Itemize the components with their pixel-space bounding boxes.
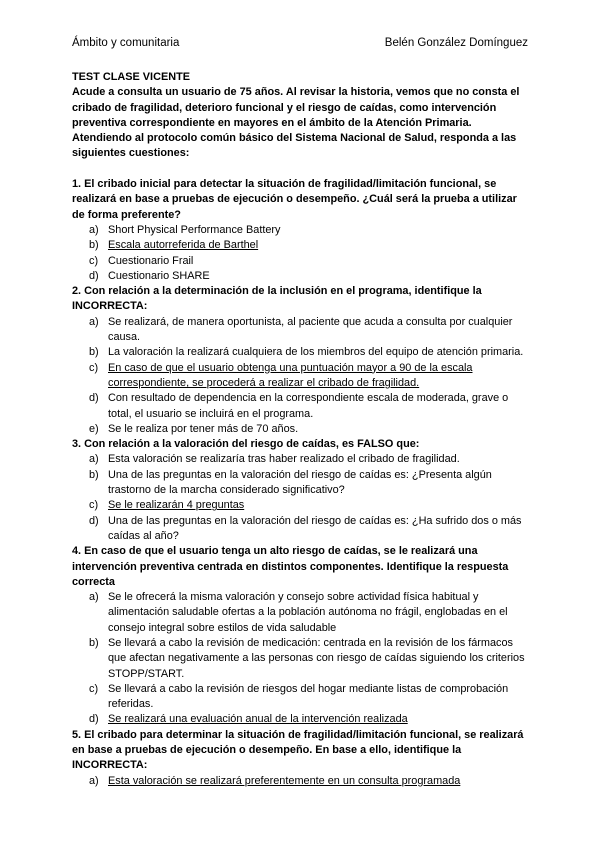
option-letter: a) <box>89 223 99 236</box>
option-2a <box>72 315 532 346</box>
option-2b <box>72 345 532 360</box>
option-3b <box>72 468 532 499</box>
option-1c <box>72 254 532 269</box>
question-title: 2. Con relación a la determinación de la inclusión en el programa, identifique la INCORRECTA: <box>72 285 482 313</box>
options-list <box>72 315 532 437</box>
option-letter: c) <box>89 682 99 695</box>
option-text: Se realizará una evaluación anual de la intervención realizada <box>108 713 408 726</box>
option-letter: a) <box>89 591 99 604</box>
question-title: 4. En caso de que el usuario tenga un alto riesgo de caídas, se le realizará una intervención preventiva centrada en distintos componentes. Identifique la respuesta correcta <box>72 545 509 588</box>
option-letter: d) <box>89 514 99 527</box>
options-list <box>72 590 532 728</box>
question-2 <box>72 284 532 437</box>
option-3a <box>72 452 532 467</box>
option-text: La valoración la realizará cualquiera de los miembros del equipo de atención primaria. <box>108 346 524 359</box>
option-letter: b) <box>89 636 99 649</box>
option-text: Se realizará, de manera oportunista, al paciente que acuda a consulta por cualquier causa. <box>108 315 513 344</box>
option-text: Cuestionario SHARE <box>108 269 210 282</box>
option-text: Una de las preguntas en la valoración del riesgo de caídas es: ¿Ha sufrido dos o más caídas al año? <box>108 514 522 542</box>
option-3c <box>72 498 532 513</box>
option-letter: d) <box>89 392 99 405</box>
option-text: Se llevará a cabo la revisión de riesgos del hogar mediante listas de comprobación referidas. <box>108 682 509 711</box>
option-text: Short Physical Performance Battery <box>108 223 281 236</box>
option-text: Se le realiza por tener más de 70 años. <box>108 422 299 435</box>
question-title: 1. El cribado inicial para detectar la situación de fragilidad/limitación funcional, se realizará en base a pruebas de ejecución o desempeño. ¿Cuál será la prueba a utilizar de forma preferente? <box>72 178 517 221</box>
option-4c <box>72 682 532 713</box>
question-5 <box>72 728 532 789</box>
header-right: Belén González Domínguez <box>384 37 528 49</box>
option-text: Con resultado de dependencia en la correspondiente escala de moderada, grave o total, el usuario se incluirá en el programa. <box>108 392 509 420</box>
option-letter: c) <box>89 499 99 512</box>
option-5a <box>72 774 532 789</box>
option-text: Esta valoración se realizará preferentemente en un consulta programada <box>108 774 461 787</box>
option-text: Una de las preguntas en la valoración del riesgo de caídas es: ¿Presenta algún trastorno de la marcha considerado significativo? <box>108 468 492 497</box>
option-2e <box>72 422 532 437</box>
spacer <box>72 162 532 177</box>
option-letter: a) <box>89 453 99 466</box>
option-text: Cuestionario Frail <box>108 254 194 267</box>
option-1a <box>72 223 532 238</box>
option-letter: c) <box>89 254 99 267</box>
document-body <box>72 70 532 789</box>
options-list <box>72 223 532 284</box>
option-letter: d) <box>89 269 99 282</box>
option-2c <box>72 361 532 392</box>
option-2d <box>72 391 532 422</box>
option-1b <box>72 238 532 253</box>
option-letter: a) <box>89 315 99 328</box>
option-text: Escala autorreferida de Barthel <box>108 239 259 252</box>
header-left: Ámbito y comunitaria <box>72 37 180 49</box>
option-4a <box>72 590 532 636</box>
option-letter: b) <box>89 346 99 359</box>
option-text: En caso de que el usuario obtenga una puntuación mayor a 90 de la escala correspondiente, se procederá a realizar el cribado de fragilidad. <box>108 361 473 389</box>
option-text: Se le realizarán 4 preguntas <box>108 499 245 512</box>
options-list <box>72 774 532 789</box>
test-intro: Acude a consulta un usuario de 75 años. Al revisar la historia, vemos que no consta el cribado de fragilidad, deterioro funcional y el riesgo de caídas, como intervención preventiva correspondiente en mayores en el ámbito de la Atención Primaria. Atendiendo al protocolo común básico del Sistema Nacional de Salud, responda a las siguientes cuestiones: <box>72 86 520 160</box>
option-text: Se le ofrecerá la misma valoración y consejo sobre actividad física habitual y alimentación saludable ofertas a la población autónoma no frágil, englobadas en el consejo integral sobre estilos de vida saludable <box>108 591 508 634</box>
option-1d <box>72 269 532 284</box>
option-text: Esta valoración se realizaría tras haber realizado el cribado de fragilidad. <box>108 453 460 466</box>
question-4 <box>72 544 532 728</box>
option-3d <box>72 514 532 545</box>
question-1 <box>72 177 532 284</box>
question-title: 5. El cribado para determinar la situación de fragilidad/limitación funcional, se realizará en base a pruebas de ejecución o desempeño. En base a ello, identifique la INCORRECTA: <box>72 728 524 772</box>
option-letter: c) <box>89 361 99 374</box>
option-text: Se llevará a cabo la revisión de medicación: centrada en la revisión de los fármacos que afectan negativamente a las personas con riesgo de caídas siguiendo los criterios STOPP/START. <box>108 636 525 680</box>
option-4b <box>72 636 532 682</box>
option-4d <box>72 712 532 727</box>
question-title: 3. Con relación a la valoración del riesgo de caídas, es FALSO que: <box>72 438 420 451</box>
question-3 <box>72 437 532 544</box>
test-title: TEST CLASE VICENTE <box>72 71 190 83</box>
options-list <box>72 452 532 544</box>
option-letter: b) <box>89 468 99 481</box>
option-letter: d) <box>89 713 99 726</box>
option-letter: e) <box>89 422 99 435</box>
option-letter: a) <box>89 774 99 787</box>
option-letter: b) <box>89 239 99 252</box>
